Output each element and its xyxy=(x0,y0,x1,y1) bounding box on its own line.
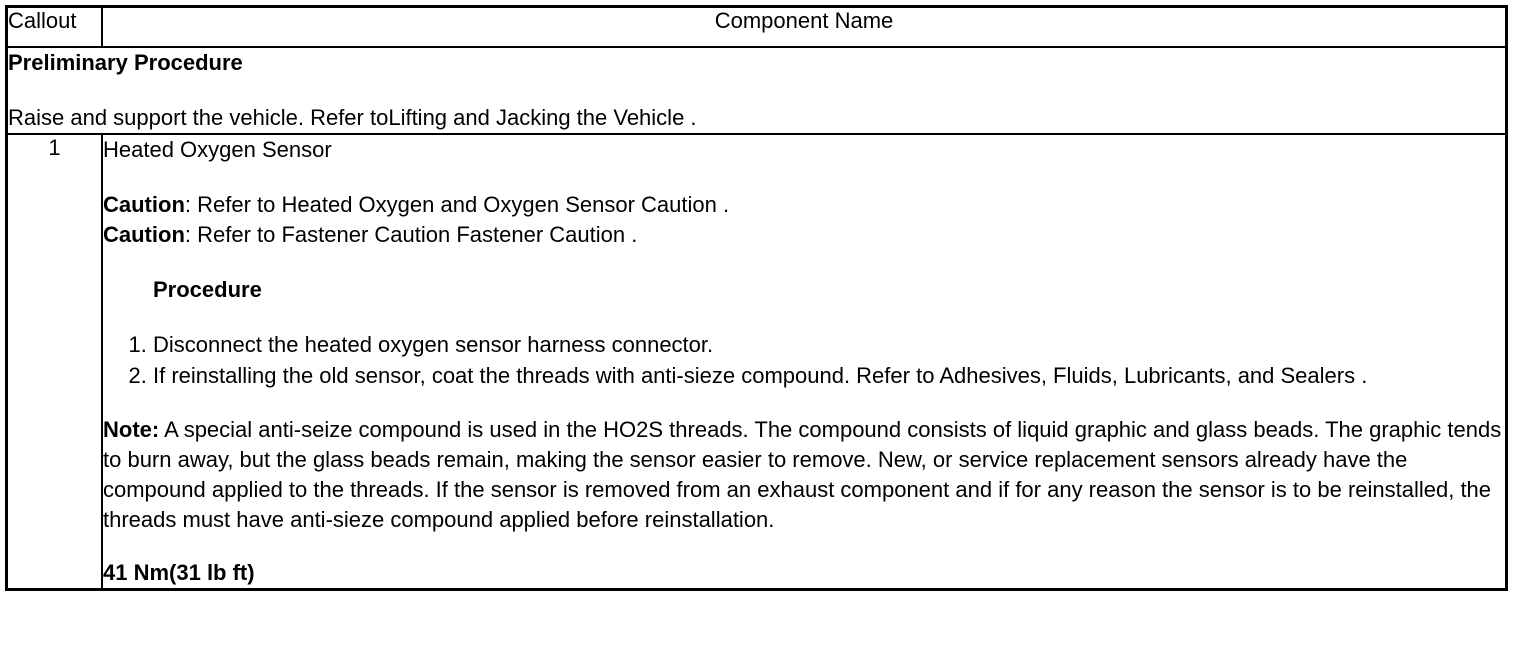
preliminary-cell xyxy=(7,47,1507,134)
component-cell xyxy=(102,134,1507,590)
table-row xyxy=(7,134,1507,590)
caution-label: Caution xyxy=(103,192,185,217)
procedure-table xyxy=(5,5,1508,591)
note-block xyxy=(103,415,1505,535)
callout-number: 1 xyxy=(7,134,103,590)
procedure-step: 2. If reinstalling the old sensor, coat the threads with anti-sieze compound. Refer to Adhesives, Fluids, Lubricants, and Sealers . xyxy=(153,360,1505,391)
preliminary-title: Preliminary Procedure xyxy=(8,50,243,75)
header-component-name: Component Name xyxy=(102,7,1507,48)
caution-line xyxy=(103,190,1505,220)
caution-text: : Refer to Heated Oxygen and Oxygen Sensor Caution . xyxy=(184,192,730,217)
caution-text: : Refer to Fastener Caution Fastener Caution . xyxy=(184,222,638,247)
preliminary-text: Raise and support the vehicle. Refer toLifting and Jacking the Vehicle . xyxy=(8,105,697,130)
note-text: A special anti-seize compound is used in the HO2S threads. The compound consists of liquid graphic and glass beads. The graphic tends to burn away, but the glass beads remain, making the sensor easier to remove. New, or service replacement sensors already have the compound applied to the threads. If the sensor is removed from an exhaust component and if for any reason the sensor is to be reinstalled, the threads must have anti-sieze compound applied before reinstallation. xyxy=(103,417,1502,532)
header-callout: Callout xyxy=(7,7,103,48)
procedure-step: 1. Disconnect the heated oxygen sensor harness connector. xyxy=(153,329,1505,360)
preliminary-row xyxy=(7,47,1507,134)
procedure-heading: Procedure xyxy=(153,277,262,302)
caution-label: Caution xyxy=(103,222,185,247)
component-name: Heated Oxygen Sensor xyxy=(103,137,332,162)
caution-block xyxy=(103,190,1505,250)
note-label: Note: xyxy=(103,417,160,442)
procedure-steps xyxy=(103,329,1505,391)
caution-line xyxy=(103,220,1505,250)
header-row xyxy=(7,7,1507,48)
torque-spec: 41 Nm(31 lb ft) xyxy=(103,560,255,585)
